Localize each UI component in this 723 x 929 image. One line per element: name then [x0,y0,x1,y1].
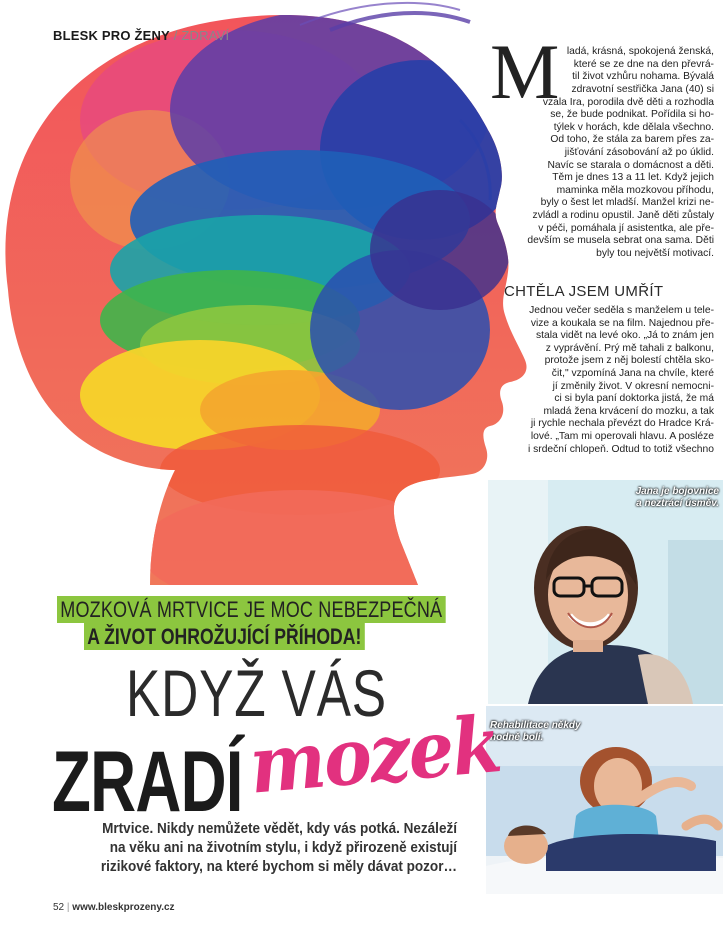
body-line: lové. „Tam mi operovali hlavu. A posléze [530,430,714,442]
website-link[interactable]: www.bleskprozeny.cz [72,902,175,913]
footer-separator: | [66,902,70,913]
article-subheading: CHTĚLA JSEM UMŘÍT [504,283,664,300]
body-line: jí změnily život. V okresní nemocni- [552,380,714,392]
headline-line-1: KDYŽ VÁS [126,656,387,730]
body-line: stala vidět na levé oko. „Já to znám jen [535,330,714,342]
intro-line: til život vzhůru nohama. Bývalá [572,71,714,83]
intro-column-continued [486,84,714,260]
article-perex [77,820,457,877]
intro-line: týlek v horách, kde dělala všechno. [553,121,714,133]
intro-line: maminka měla mozkovou příhodu, [556,184,714,196]
body-line: Jednou večer seděla s manželem u tele- [529,305,714,316]
body-line: i srdeční chlopeň. Odtud to totiž všechno [527,443,714,455]
intro-line: v péči, pomáhala jí asistentka, ale pře- [538,222,714,234]
intro-line: byly o šest let mladší. Manžel krizi ne- [540,197,714,209]
section-header [53,28,229,43]
intro-line: Těm je dnes 13 a 11 let. Když jejich [552,172,714,184]
rehabilitation-caption [490,720,581,744]
body-column [470,305,714,456]
portrait-illustration [488,480,723,704]
portrait-caption [636,486,719,510]
page-number: 52 [53,902,65,913]
portrait-photo [486,478,723,706]
caption-line: hodně bolí. [490,732,544,743]
intro-column [518,46,714,84]
intro-line: ladá, krásná, spokojená ženská, [566,46,714,57]
intro-line: zvládl a rodinu opustil. Janě děti zůstaly [532,209,714,221]
intro-line: zdravotní sestřička Jana (40) si [571,84,714,95]
section-name: ZDRAVÍ [181,28,230,43]
caption-line: a neztrácí úsměv. [636,498,719,509]
caption-line: Jana je bojovnice [635,486,719,497]
body-line: z vyprávění. Prý mě tahali z balkonu, [545,342,714,354]
intro-line: které se ze dne na den převrá- [573,58,714,70]
intro-line: jišťování zásobování až po úklid. [564,146,714,158]
intro-line: byly tou největší motivací. [596,247,714,259]
page-footer [53,902,175,913]
body-line: mladá žena krvácení do mozku, a tak [543,405,714,417]
perex-line: rizikové faktory, na které bychom si měly dávat pozor… [100,859,457,875]
perex-line: na věku ani na životním stylu, i když přirozeně existují [109,840,457,856]
kicker-line-1: MOZKOVÁ MRTVICE JE MOC NEBEZPEČNÁ [57,596,446,623]
body-line: čit," vzpomíná Jana na chvíle, které [551,367,714,379]
intro-line: Navíc se starala o domácnost a děti. [547,159,714,171]
header-separator: / [173,28,178,43]
perex-line: Mrtvice. Nikdy nemůžete vědět, kdy vás potká. Nezáleží [102,821,457,837]
intro-line: Od toho, že stála za barem přes za- [550,134,714,146]
intro-line: devším se musela sebrat ona sama. Děti [527,235,714,247]
rehabilitation-photo [484,704,723,896]
body-line: protože jsem z něj bolestí chtěla sko- [544,355,714,367]
drop-cap: M [490,28,560,115]
kicker-line-2: A ŽIVOT OHROŽUJÍCÍ PŘÍHODA! [84,623,365,650]
intro-line: vzala Ira, porodila dvě děti a rozhodla [542,96,714,108]
headline-line-2: ZRADÍ [52,734,243,830]
body-line: vize a koukala se na film. Najednou pře- [530,317,714,329]
caption-line: Rehabilitace někdy [490,720,581,731]
body-line: ci si byla paní doktorka jistá, že má [554,393,714,405]
brand-name: BLESK PRO ŽENY [53,28,170,43]
body-line: ji rychle nechala převézt do Hradce Krá- [530,418,714,430]
intro-line: se, že bude podnikat. Pořídila si ho- [550,109,714,121]
headline-script-word: mozek [245,699,504,812]
